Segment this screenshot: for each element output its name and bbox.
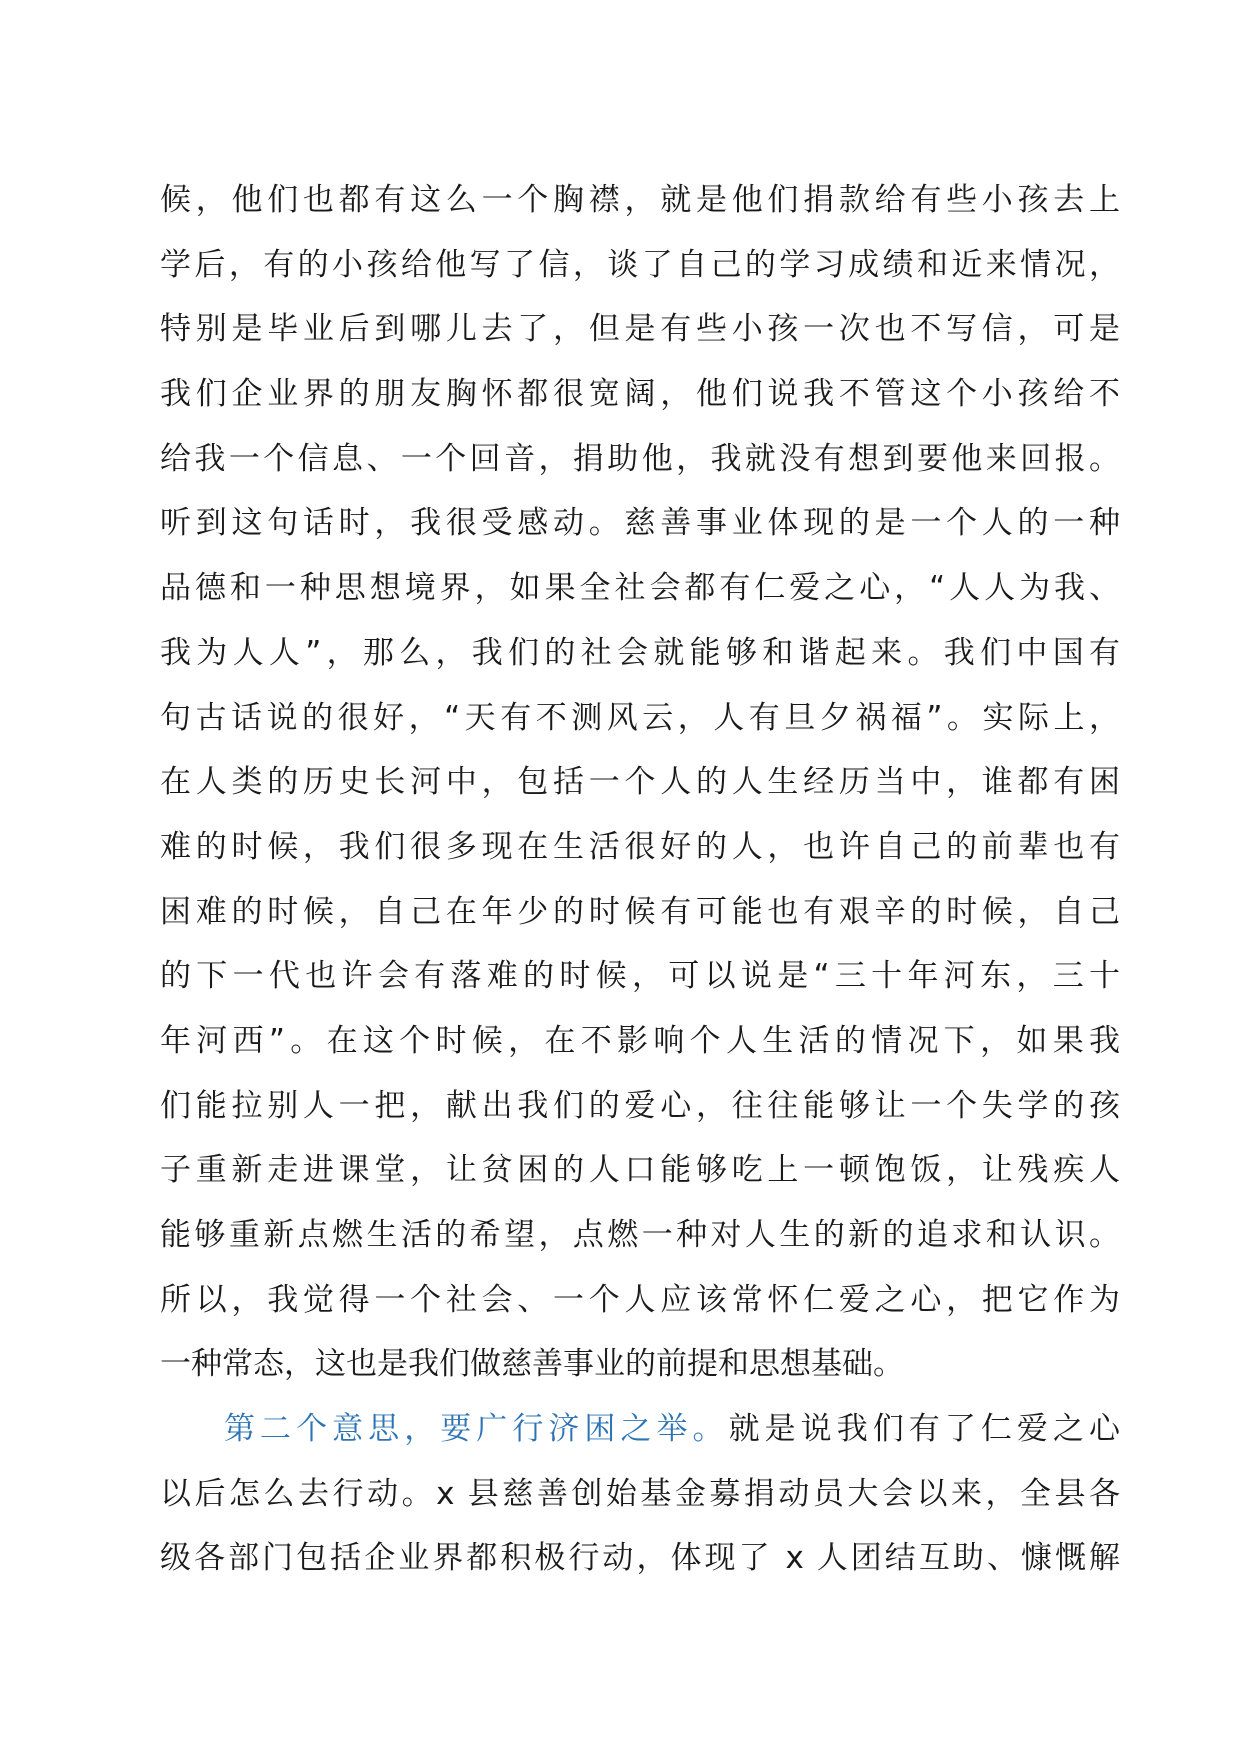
text-line: 难的时候，我们很多现在生活很好的人，也许自己的前辈也有 — [160, 828, 1120, 865]
text-line: 子重新走进课堂，让贫困的人口能够吃上一顿饱饭，让残疾人 — [160, 1152, 1120, 1189]
text-line: 听到这句话时，我很受感动。慈善事业体现的是一个人的一种 — [160, 505, 1120, 542]
text-line: 一种常态，这也是我们做慈善事业的前提和思想基础。 — [160, 1346, 904, 1383]
text-line: 能够重新点燃生活的希望，点燃一种对人生的新的追求和认识。 — [160, 1217, 1120, 1253]
text-line: 所以，我觉得一个社会、一个人应该常怀仁爱之心，把它作为 — [160, 1281, 1120, 1318]
text-line: 以后怎么去行动。x 县慈善创始基金募捐动员大会以来，全县各 — [160, 1475, 1120, 1512]
paragraph-2 — [160, 1397, 1120, 1591]
text-line: 特别是毕业后到哪儿去了，但是有些小孩一次也不写信，可是 — [160, 311, 1120, 348]
text-line: 我为人人”，那么，我们的社会就能够和谐起来。我们中国有 — [160, 634, 1120, 671]
text-line: 困难的时候，自己在年少的时候有可能也有艰辛的时候，自己 — [160, 893, 1120, 930]
text-line: 级各部门包括企业界都积极行动，体现了 x 人团结互助、慷慨解 — [160, 1540, 1120, 1577]
text-line: 我们企业界的朋友胸怀都很宽阔，他们说我不管这个小孩给不 — [160, 376, 1120, 413]
text-line: 句古话说的很好，“天有不测风云，人有旦夕祸福”。实际上， — [160, 699, 1120, 736]
text-line: 们能拉别人一把，献出我们的爱心，往往能够让一个失学的孩 — [160, 1087, 1120, 1124]
text-line: 学后，有的小孩给他写了信，谈了自己的学习成绩和近来情况， — [160, 246, 1120, 283]
heading-line-rest: 就是说我们有了仁爱之心 — [728, 1411, 1120, 1448]
paragraph-1 — [160, 168, 1120, 1397]
text-line: 候，他们也都有这么一个胸襟，就是他们捐款给有些小孩去上 — [160, 182, 1120, 218]
text-line: 给我一个信息、一个回音，捐助他，我就没有想到要他来回报。 — [160, 440, 1120, 477]
text-line: 的下一代也许会有落难的时候，可以说是“三十年河东，三十 — [160, 958, 1120, 995]
body-text — [160, 168, 1120, 1591]
section-heading: 第二个意思，要广行济困之举。 — [224, 1411, 729, 1448]
text-line: 品德和一种思想境界，如果全社会都有仁爱之心，“人人为我、 — [160, 570, 1120, 607]
text-line: 在人类的历史长河中，包括一个人的人生经历当中，谁都有困 — [160, 764, 1120, 801]
text-line — [160, 1397, 1120, 1462]
text-line: 年河西”。在这个时候，在不影响个人生活的情况下，如果我 — [160, 1022, 1120, 1059]
